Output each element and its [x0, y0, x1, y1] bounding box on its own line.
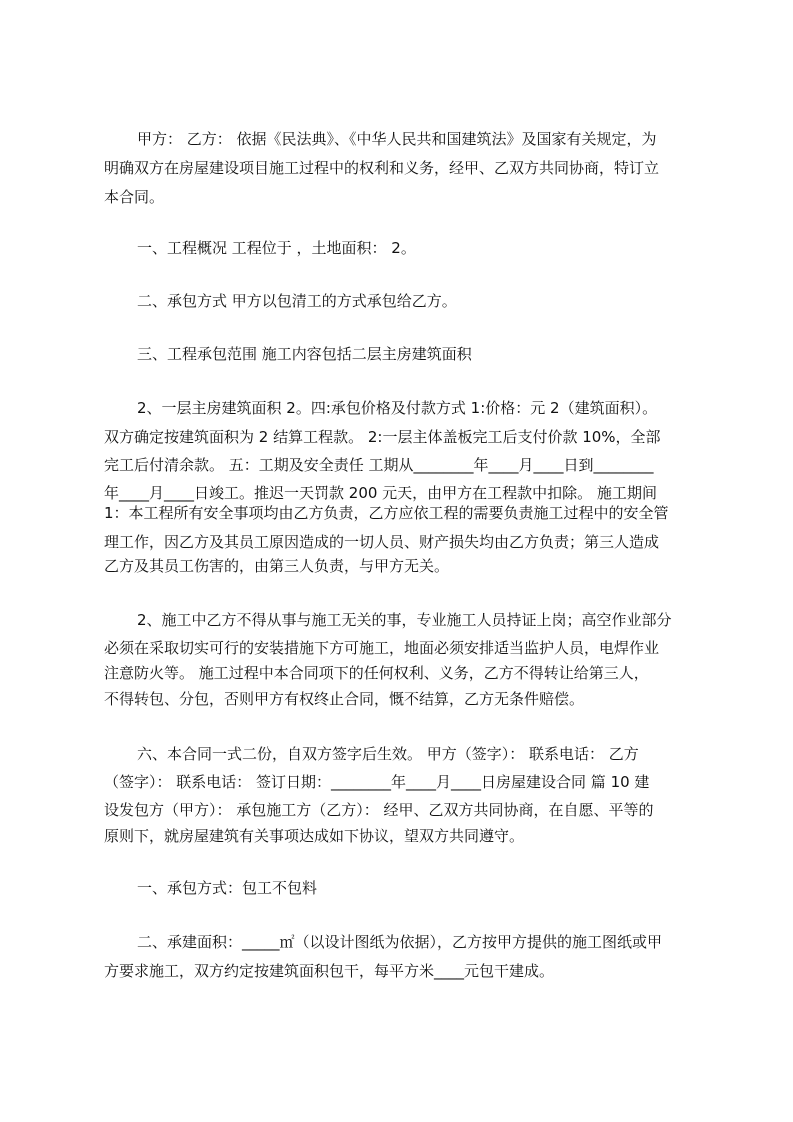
paragraph-5-line-5: 1：本工程所有安全事项均由乙方负责，乙方应依工程的需要负责施工过程中的安全管: [104, 504, 669, 522]
paragraph-6-line-1: 2、施工中乙方不得从事与施工无关的事，专业施工人员持证上岗；高空作业部分: [137, 611, 672, 629]
paragraph-7-line-3: 设发包方（甲方）： 承包施工方（乙方）： 经甲、乙双方共同协商，在自愿、平等的: [104, 801, 654, 819]
paragraph-6-line-2: 必须在采取切实可行的安装措施下方可施工，地面必须安排适当监护人员，电焊作业: [104, 639, 660, 657]
paragraph-1-line-1: 甲方： 乙方： 依据《民法典》、《中华人民共和国建筑法》及国家有关规定，为: [137, 130, 657, 148]
paragraph-7-line-2: （签字）： 联系电话： 签订日期：________年____月____日房屋建设合同 篇 10 建: [104, 773, 650, 791]
paragraph-9-line-1: 二、承建面积：_____㎡（以设计图纸为依据），乙方按甲方提供的施工图纸或甲: [137, 933, 663, 951]
section-heading-2: 二、承包方式 甲方以包清工的方式承包给乙方。: [137, 292, 457, 310]
paragraph-5-line-3: 完工后付清余款。 五：工期及安全责任 工期从________年____月____日到________: [104, 456, 654, 474]
paragraph-7-line-1: 六、本合同一式二份，自双方签字后生效。 甲方（签字）： 联系电话： 乙方: [137, 745, 639, 763]
paragraph-1-line-3: 本合同。: [104, 188, 165, 206]
paragraph-5-line-2: 双方确定按建筑面积为 2 结算工程款。 2:一层主体盖板完工后支付价款 10%，全部: [104, 428, 661, 446]
paragraph-5-line-7: 乙方及其员工伤害的，由第三人负责，与甲方无关。: [104, 557, 450, 575]
section-heading-3: 三、工程承包范围 施工内容包括二层主房建筑面积: [137, 345, 472, 363]
section-heading-1: 一、工程概况 工程位于 ，土地面积： 2。: [137, 239, 416, 257]
paragraph-1-line-2: 明确双方在房屋建设项目施工过程中的权利和义务，经甲、乙双方共同协商，特订立: [104, 159, 660, 177]
paragraph-6-line-4: 不得转包、分包，否则甲方有权终止合同，慨不结算，乙方无条件赔偿。: [104, 690, 585, 708]
paragraph-7-line-4: 原则下，就房屋建筑有关事项达成如下协议，望双方共同遵守。: [104, 827, 525, 845]
paragraph-5-line-6: 理工作，因乙方及其员工原因造成的一切人员、财产损失均由乙方负责；第三人造成: [104, 533, 660, 551]
paragraph-5-line-4: 年____月____日竣工。推迟一天罚款 200 元天，由甲方在工程款中扣除。 施工期间: [104, 484, 657, 502]
section-heading-4: 一、承包方式：包工不包料: [137, 879, 318, 897]
paragraph-5-line-1: 2、一层主房建筑面积 2。四:承包价格及付款方式 1:价格：元 2（建筑面积）。: [137, 399, 658, 417]
paragraph-9-line-2: 方要求施工，双方约定按建筑面积包干，每平方米____元包干建成。: [104, 962, 555, 980]
paragraph-6-line-3: 注意防火等。 施工过程中本合同项下的任何权利、义务，乙方不得转让给第三人，: [104, 664, 649, 682]
